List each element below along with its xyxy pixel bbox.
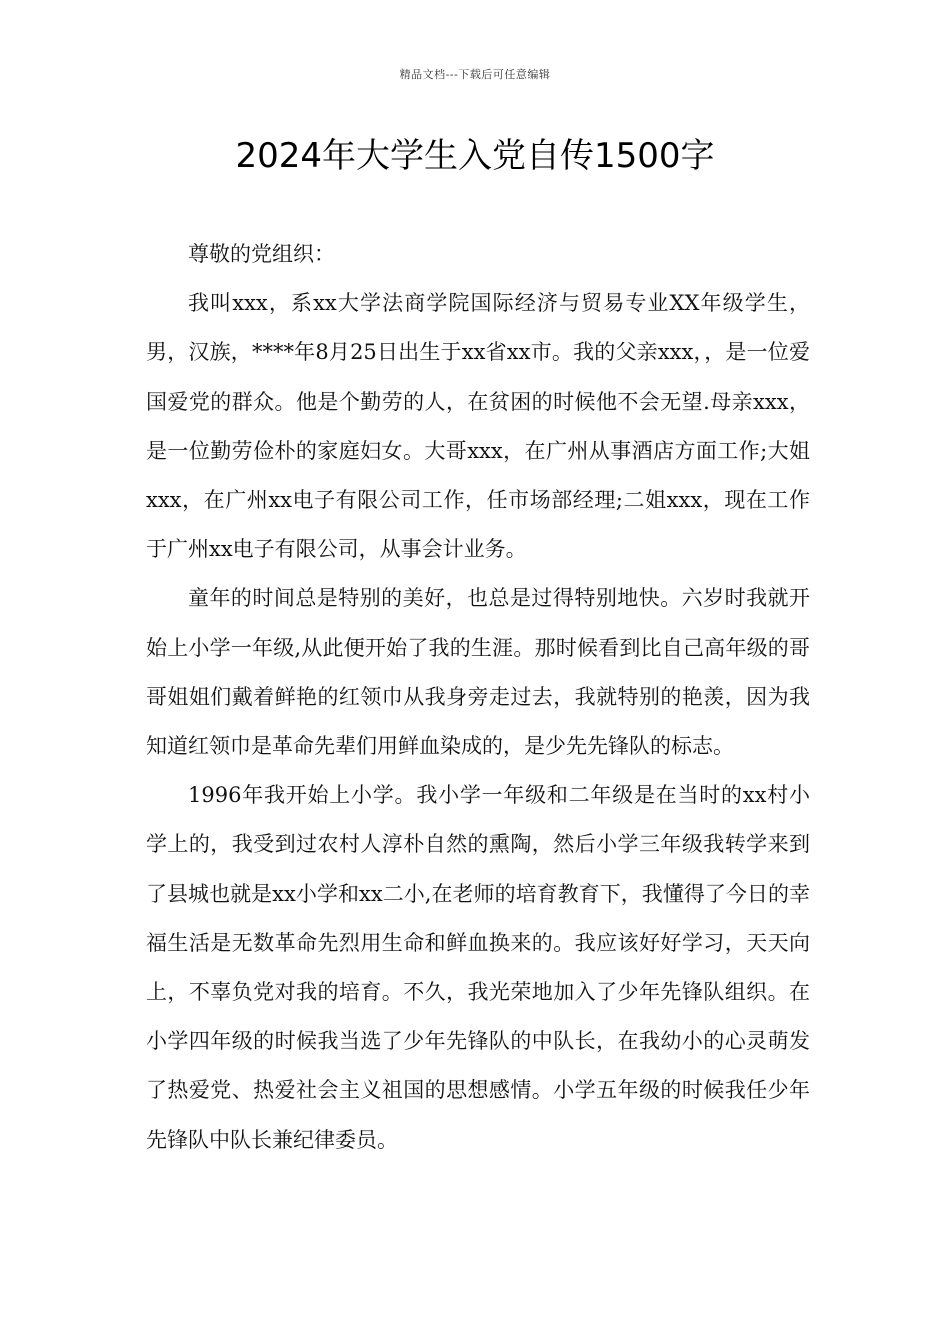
header-note: 精品文档---下载后可任意编辑 xyxy=(399,68,551,81)
document-body xyxy=(146,230,810,1165)
paragraph-1: 我叫xxx，系xx大学法商学院国际经济与贸易专业XX年级学生，男，汉族，****年8月25日出生于xx省xx市。我的父亲xxx，，是一位爱国爱党的群众。他是个勤劳的人，在贫困的时候他不会无望.母亲xxx，是一位勤劳俭朴的家庭妇女。大哥xxx，在广州从事酒店方面工作;大姐xxx，在广州xx电子有限公司工作，任市场部经理;二姐xxx，现在工作于广州xx电子有限公司，从事会计业务。 xyxy=(146,291,810,562)
paragraph-2: 童年的时间总是特别的美好，也总是过得特别地快。六岁时我就开始上小学一年级,从此便开始了我的生涯。那时候看到比自己高年级的哥哥姐姐们戴着鲜艳的红领巾从我身旁走过去，我就特别的艳羡，因为我知道红领巾是革命先辈们用鲜血染成的，是少先先锋队的标志。 xyxy=(146,586,810,759)
paragraph-3: 1996年我开始上小学。我小学一年级和二年级是在当时的xx村小学上的，我受到过农村人淳朴自然的熏陶，然后小学三年级我转学来到了县城也就是xx小学和xx二小,在老师的培育教育下，我懂得了今日的幸福生活是无数革命先烈用生命和鲜血换来的。我应该好好学习，天天向上，不辜负党对我的培育。不久，我光荣地加入了少年先锋队组织。在小学四年级的时候我当选了少年先锋队的中队长，在我幼小的心灵萌发了热爱党、热爱社会主义祖国的思想感情。小学五年级的时候我任少年先锋队中队长兼纪律委员。 xyxy=(146,783,810,1152)
document-title: 2024年大学生入党自传1500字 xyxy=(235,136,715,176)
salutation: 尊敬的党组织： xyxy=(188,242,335,266)
